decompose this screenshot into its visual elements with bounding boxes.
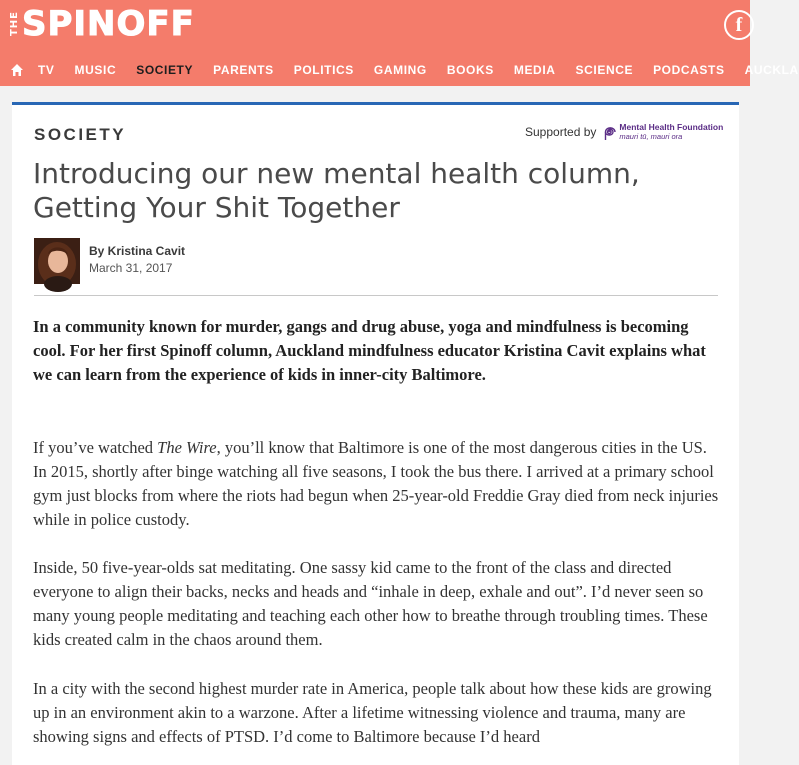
sponsor-name: Mental Health Foundation (619, 122, 724, 132)
author-avatar[interactable] (34, 238, 80, 284)
facebook-icon[interactable]: f (724, 10, 754, 40)
divider (34, 295, 718, 296)
logo-the: THE (9, 11, 20, 37)
supported-by-label: Supported by (525, 125, 597, 139)
byline (89, 244, 185, 275)
section-label[interactable]: SOCIETY (34, 125, 127, 144)
home-icon[interactable] (10, 63, 24, 77)
spiral-icon (602, 123, 616, 141)
nav-item-gaming[interactable]: GAMING (373, 63, 427, 77)
nav-item-society[interactable]: SOCIETY (136, 63, 194, 77)
author-name[interactable]: By Kristina Cavit (89, 244, 186, 258)
nav-item-science[interactable]: SCIENCE (575, 63, 634, 77)
mental-health-foundation-logo[interactable] (602, 123, 723, 141)
nav-item-media[interactable]: MEDIA (513, 63, 556, 77)
paragraph-text: If you’ve watched (33, 438, 158, 457)
sponsor-block[interactable] (525, 123, 723, 141)
site-logo[interactable] (10, 6, 195, 42)
nav-item-books[interactable]: BOOKS (446, 63, 494, 77)
show-title: The Wire (157, 438, 217, 457)
nav-item-parents[interactable]: PARENTS (213, 63, 274, 77)
site-header (0, 0, 799, 86)
paragraph-text: , you’ll know that Baltimore is one of the most dangerous cities in the US. In 2015, shortly after binge watching all five seasons, I took the bus there. I arrived at a primary school gym just blocks from where the riots had begun when 25-year-old Freddie Gray died from neck injuries while in police custody. (33, 438, 719, 529)
nav-item-tv[interactable]: TV (38, 63, 55, 77)
logo-wordmark: SPINOFF (22, 4, 195, 44)
nav-item-politics[interactable]: POLITICS (293, 63, 354, 77)
nav-item-music[interactable]: MUSIC (74, 63, 117, 77)
publish-date: March 31, 2017 (89, 261, 173, 275)
nav-item-podcasts[interactable]: PODCASTS (653, 63, 725, 77)
nav-item-auckland[interactable]: AUCKLA (744, 63, 799, 77)
article-title: Introducing our new mental health column, Getting Your Shit Together (33, 157, 640, 224)
article-card (12, 102, 739, 765)
sponsor-tagline: mauri tū, mauri ora (619, 132, 683, 141)
article-paragraph: In a city with the second highest murder rate in America, people talk about how these kids are growing up in an environment akin to a warzone. After a lifetime witnessing violence and trauma, many are showing signs and effects of PTSD. I’d come to Baltimore because I’d heard (33, 679, 712, 746)
article-paragraph: Inside, 50 five-year-olds sat meditating. One sassy kid came to the front of the class and directed everyone to align their backs, necks and heads and “inhale in deep, exhale and out”. I’d never seen so many young people meditating and teaching each other how to breathe through troubling times. These kids created calm in the chaos around them. (33, 558, 708, 649)
article-lede: In a community known for murder, gangs and drug abuse, yoga and mindfulness is becoming cool. For her first Spinoff column, Auckland mindfulness educator Kristina Cavit explains what we can learn from the experience of kids in inner-city Baltimore. (33, 317, 706, 384)
main-nav (0, 55, 799, 85)
article-paragraph (33, 436, 723, 532)
